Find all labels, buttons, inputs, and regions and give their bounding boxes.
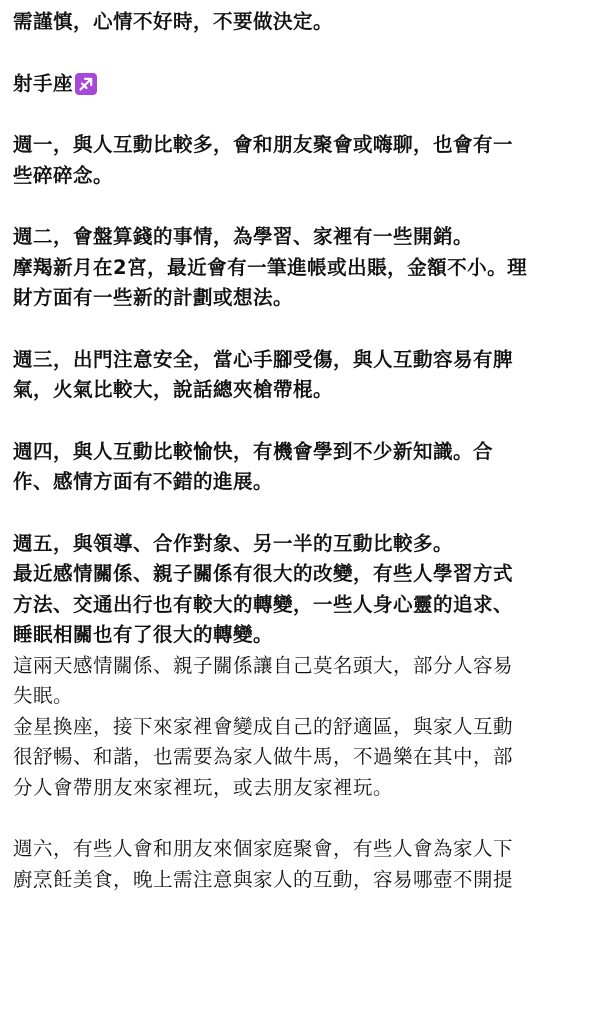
text-line: 作、感情方面有不錯的進展。 <box>13 470 274 493</box>
text-line: 這兩天感情關係、親子關係讓自己莫名頭大，部分人容易 <box>13 653 514 677</box>
text-line: 週六，有些人會和朋友來個家庭聚會，有些人會為家人下 <box>13 837 514 860</box>
intro-paragraph <box>13 7 598 38</box>
text-line: 很舒暢、和諧，也需要為家人做牛馬，不過樂在其中，部 <box>13 745 514 768</box>
text-line: 摩羯新月在2宮，最近會有一筆進帳或出賬，金額不小。理 <box>13 255 528 279</box>
text-line: 週五，與領導、合作對象、另一半的互動比較多。 <box>13 531 454 555</box>
sign-title: 射手座 <box>13 71 74 95</box>
sign-heading-row <box>13 69 598 100</box>
text-line: 失眠。 <box>13 684 74 707</box>
text-line: 最近感情關係、親子關係有很大的改變，有些人學習方式 <box>13 562 514 585</box>
text-line: 週一，與人互動比較多，會和朋友聚會或嗨聊，也會有一 <box>13 133 514 156</box>
text-line: 睡眠相關也有了很大的轉變。 <box>13 623 274 646</box>
text-line: 週四，與人互動比較愉快，有機會學到不少新知識。合 <box>13 439 494 463</box>
text-line: 氣，火氣比較大，說話總夾槍帶棍。 <box>13 378 334 401</box>
text-line: 金星換座，接下來家裡會變成自己的舒適區，與家人互動 <box>13 714 514 738</box>
sagittarius-icon <box>75 73 97 95</box>
paragraph-tuesday <box>13 222 598 314</box>
text-line: 廚烹飪美食，晚上需注意與家人的互動，容易哪壺不開提 <box>13 867 514 891</box>
paragraph-thursday <box>13 437 598 498</box>
text-line: 財方面有一些新的計劃或想法。 <box>13 286 294 309</box>
text-line: 方法、交通出行也有較大的轉變，一些人身心靈的追求、 <box>13 592 514 616</box>
paragraph-saturday <box>13 834 598 895</box>
paragraph-wednesday <box>13 345 598 406</box>
text-line: 週二，會盤算錢的事情，為學習、家裡有一些開銷。 <box>13 225 474 248</box>
text-line: 些碎碎念。 <box>13 163 114 187</box>
text-line: 分人會帶朋友來家裡玩，或去朋友家裡玩。 <box>13 775 394 799</box>
paragraph-friday <box>13 529 598 804</box>
sign-heading <box>13 69 598 100</box>
paragraph-monday <box>13 130 598 191</box>
friday-bold-lines <box>13 529 598 651</box>
text-line: 週三，出門注意安全，當心手腳受傷，與人互動容易有脾 <box>13 347 514 371</box>
text-line: 需謹慎，心情不好時，不要做決定。 <box>13 10 334 33</box>
